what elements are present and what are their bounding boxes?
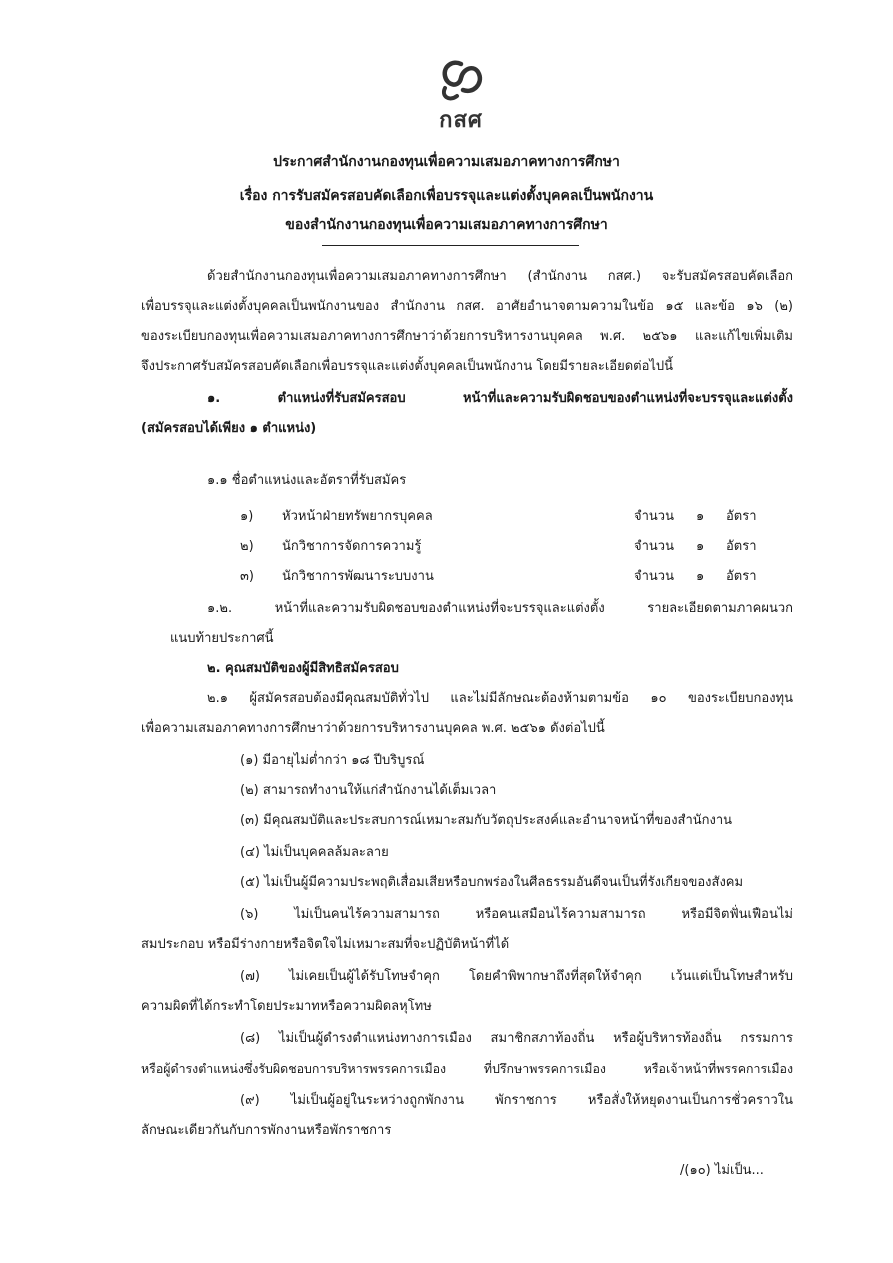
logo-text: กสศ [439,108,483,133]
position-2-unit: อัตรา [726,539,757,554]
qualification-6: (๖) ไม่เป็นคนไร้ความสามารถ หรือคนเสมือนไร้ความสามารถ หรือมีจิตฟั่นเฟือนไม่ [240,907,793,922]
position-1-name: หัวหน้าฝ่ายทรัพยากรบุคคล [282,509,433,524]
intro-line-3: ของระเบียบกองทุนเพื่อความเสมอภาคทางการศึกษาว่าด้วยการบริหารงานบุคคล พ.ศ. ๒๕๖๑ และแก้ไขเพิ่มเติม [141,329,793,344]
subsection-1-2: ๑.๒. หน้าที่และความรับผิดชอบของตำแหน่งที่จะบรรจุและแต่งตั้ง รายละเอียดตามภาคผนวก [207,601,793,616]
title-line-2: เรื่อง การรับสมัครสอบคัดเลือกเพื่อบรรจุและแต่งตั้งบุคคลเป็นพนักงาน [239,188,654,204]
qualification-3: (๓) มีคุณสมบัติและประสบการณ์เหมาะสมกับวัตถุประสงค์และอำนาจหน้าที่ของสำนักงาน [240,813,733,828]
subsection-2-1: ๒.๑ ผู้สมัครสอบต้องมีคุณสมบัติทั่วไป และไม่มีลักษณะต้องห้ามตามข้อ ๑๐ ของระเบียบกองทุน [207,691,793,706]
qualification-4: (๔) ไม่เป็นบุคคลล้มละลาย [240,845,389,860]
qualification-7: (๗) ไม่เคยเป็นผู้ได้รับโทษจำคุก โดยคำพิพากษาถึงที่สุดให้จำคุก เว้นแต่เป็นโทษสำหรับ [240,969,793,984]
position-3-unit: อัตรา [726,569,757,584]
subsection-1-1: ๑.๑ ชื่อตำแหน่งและอัตราที่รับสมัคร [207,473,407,488]
title-underline [322,245,579,246]
section-1-heading-note: (สมัครสอบได้เพียง ๑ ตำแหน่ง) [141,421,317,436]
position-2-number: ๒) [240,539,254,554]
intro-line-2: เพื่อบรรจุและแต่งตั้งบุคคลเป็นพนักงานของ สำนักงาน กสศ. อาศัยอำนาจตามความในข้อ ๑๕ และข้อ ๑๖ (๒) [141,299,793,314]
position-3-qty: ๑ [696,569,705,584]
organization-logo [431,58,491,133]
title-line-1: ประกาศสำนักงานกองทุนเพื่อความเสมอภาคทางการศึกษา [273,154,620,170]
position-1-number: ๑) [240,509,254,524]
position-1-qty: ๑ [696,509,705,524]
position-1-unit: อัตรา [726,509,757,524]
subsection-2-1-cont: เพื่อความเสมอภาคทางการศึกษาว่าด้วยการบริหารงานบุคคล พ.ศ. ๒๕๖๑ ดังต่อไปนี้ [141,721,605,736]
qualification-5: (๕) ไม่เป็นผู้มีความประพฤติเสื่อมเสียหรือบกพร่องในศีลธรรมอันดีจนเป็นที่รังเกียจของสังคม [240,875,744,890]
section-1-heading: ๑. ตำแหน่งที่รับสมัครสอบ หน้าที่และความรับผิดชอบของตำแหน่งที่จะบรรจุและแต่งตั้ง [207,391,793,406]
qualification-8-cont: หรือผู้ดำรงตำแหน่งซึ่งรับผิดชอบการบริหารพรรคการเมือง ที่ปรึกษาพรรคการเมือง หรือเจ้าหน้าที่พรรคการเมือง [141,1061,793,1076]
continuation-note: /(๑๐) ไม่เป็น... [680,1163,764,1178]
position-2-name: นักวิชาการจัดการความรู้ [282,539,422,554]
qualification-7-cont: ความผิดที่ได้กระทำโดยประมาทหรือความผิดลหุโทษ [141,999,432,1014]
position-3-number: ๓) [240,569,254,584]
position-3-qty-label: จำนวน [634,569,674,584]
section-2-heading: ๒. คุณสมบัติของผู้มีสิทธิสมัครสอบ [207,661,399,676]
qualification-2: (๒) สามารถทำงานให้แก่สำนักงานได้เต็มเวลา [240,783,497,798]
title-line-3: ของสำนักงานกองทุนเพื่อความเสมอภาคทางการศึกษา [285,217,608,233]
intro-line-4: จึงประกาศรับสมัครสอบคัดเลือกเพื่อบรรจุและแต่งตั้งบุคคลเป็นพนักงาน โดยมีรายละเอียดต่อไปนี้ [141,359,674,374]
position-1-qty-label: จำนวน [634,509,674,524]
logo-mark-icon [431,58,491,104]
qualification-6-cont: สมประกอบ หรือมีร่างกายหรือจิตใจไม่เหมาะสมที่จะปฏิบัติหน้าที่ได้ [141,937,510,952]
intro-line-1: ด้วยสำนักงานกองทุนเพื่อความเสมอภาคทางการศึกษา (สำนักงาน กสศ.) จะรับสมัครสอบคัดเลือก [207,269,793,284]
qualification-1: (๑) มีอายุไม่ต่ำกว่า ๑๘ ปีบริบูรณ์ [240,753,425,768]
qualification-8: (๘) ไม่เป็นผู้ดำรงตำแหน่งทางการเมือง สมาชิกสภาท้องถิ่น หรือผู้บริหารท้องถิ่น กรรมการ [240,1031,793,1046]
position-2-qty-label: จำนวน [634,539,674,554]
qualification-9-cont: ลักษณะเดียวกันกับการพักงานหรือพักราชการ [141,1123,392,1138]
position-2-qty: ๑ [696,539,705,554]
position-3-name: นักวิชาการพัฒนาระบบงาน [282,569,434,584]
qualification-9: (๙) ไม่เป็นผู้อยู่ในระหว่างถูกพักงาน พักราชการ หรือสั่งให้หยุดงานเป็นการชั่วคราวใน [240,1093,793,1108]
subsection-1-2-cont: แนบท้ายประกาศนี้ [170,631,274,646]
